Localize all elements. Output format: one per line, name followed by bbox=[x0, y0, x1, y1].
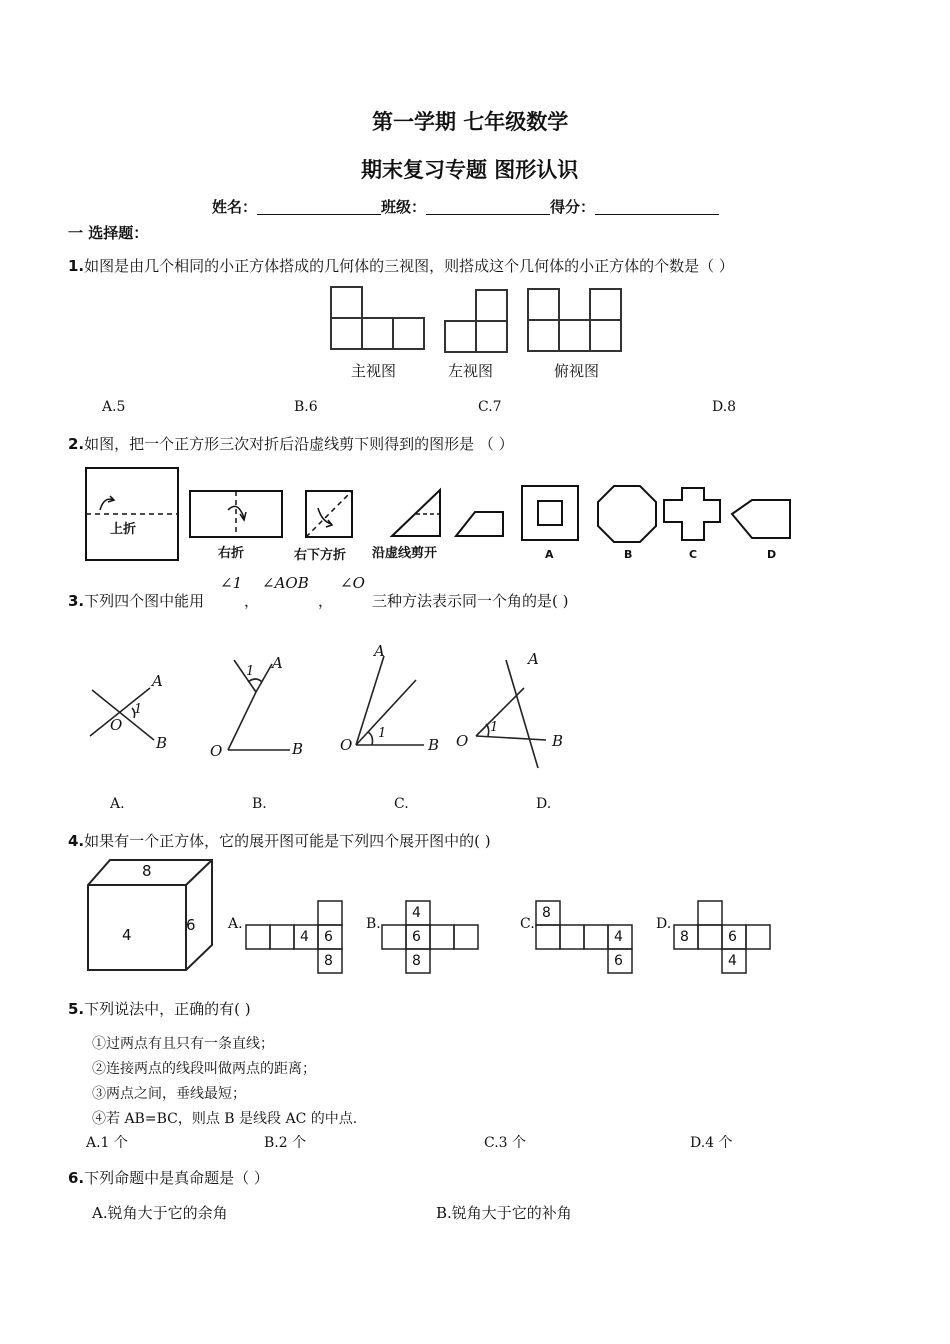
q1-option-b[interactable]: B.6 bbox=[294, 399, 318, 415]
page-title: 第一学期 七年级数学 bbox=[372, 110, 569, 134]
point-label-b: B bbox=[156, 734, 168, 752]
step-label-fold-lower-right: 右下方折 bbox=[294, 548, 347, 563]
q2-option-a[interactable]: A bbox=[545, 548, 554, 561]
q4-option-b[interactable]: B. bbox=[366, 916, 381, 932]
symbol-angle-aob: ∠AOB bbox=[262, 574, 309, 592]
statement-1: ①过两点有且只有一条直线； bbox=[92, 1036, 274, 1052]
name-label: 姓名： bbox=[212, 198, 258, 216]
q3-option-b[interactable]: B. bbox=[252, 796, 267, 812]
question-text: 下列命题中是真命题是（ ） bbox=[84, 1169, 269, 1187]
step-label-fold-right: 右折 bbox=[218, 546, 245, 561]
comma: ， bbox=[318, 592, 334, 610]
angle-label: 1 bbox=[490, 720, 499, 735]
net-number: 6 bbox=[412, 929, 421, 945]
point-label-b: B bbox=[552, 732, 564, 750]
q3-option-d[interactable]: D. bbox=[536, 796, 552, 812]
net-number: 4 bbox=[728, 953, 737, 969]
point-label-o: O bbox=[340, 736, 353, 754]
point-label-b: B bbox=[292, 740, 304, 758]
section-title: 一 选择题： bbox=[68, 224, 149, 242]
class-label: 班级： bbox=[381, 198, 427, 216]
score-label: 得分： bbox=[550, 198, 596, 216]
point-label-o: O bbox=[210, 742, 223, 760]
top-view-label: 俯视图 bbox=[554, 362, 600, 380]
net-number: 8 bbox=[412, 953, 421, 969]
point-label-o: O bbox=[456, 732, 469, 750]
question-number: 3. bbox=[68, 592, 85, 610]
point-label-a: A bbox=[152, 672, 163, 690]
question-5 bbox=[68, 998, 251, 1019]
q5-option-a[interactable]: A.1 个 bbox=[86, 1135, 128, 1151]
question-number: 5. bbox=[68, 1000, 85, 1018]
question-6 bbox=[68, 1167, 269, 1188]
angle-label: 1 bbox=[246, 664, 255, 679]
cube-face-right: 6 bbox=[186, 916, 196, 934]
angle-label: 1 bbox=[378, 726, 387, 741]
net-number: 8 bbox=[542, 905, 551, 921]
point-label-a: A bbox=[374, 642, 385, 660]
point-label-a: A bbox=[528, 650, 539, 668]
question-text-after: 三种方法表示同一个角的是( ) bbox=[372, 592, 569, 610]
question-number: 1. bbox=[68, 257, 85, 275]
q2-option-c[interactable]: C bbox=[689, 548, 698, 561]
q2-option-d[interactable]: D bbox=[767, 548, 777, 561]
q5-option-c[interactable]: C.3 个 bbox=[484, 1135, 527, 1151]
left-view-label: 左视图 bbox=[448, 362, 494, 380]
step-label-cut: 沿虚线剪开 bbox=[372, 546, 438, 561]
question-number: 6. bbox=[68, 1169, 85, 1187]
net-number: 8 bbox=[680, 929, 689, 945]
q5-option-d[interactable]: D.4 个 bbox=[690, 1135, 733, 1151]
cube-face-front: 4 bbox=[122, 926, 132, 944]
q4-option-d[interactable]: D. bbox=[656, 916, 672, 932]
q4-option-c[interactable]: C. bbox=[520, 916, 535, 932]
statement-4: ④若 AB=BC，则点 B 是线段 AC 的中点. bbox=[92, 1111, 358, 1127]
question-text: 下列说法中，正确的有( ) bbox=[84, 1000, 251, 1018]
net-number: 4 bbox=[614, 929, 623, 945]
symbol-angle-o: ∠O bbox=[340, 574, 365, 592]
cube-face-top: 8 bbox=[142, 862, 152, 880]
q6-option-a[interactable]: A.锐角大于它的余角 bbox=[92, 1204, 228, 1222]
statement-3: ③两点之间，垂线最短； bbox=[92, 1086, 246, 1102]
question-text: 如图是由几个相同的小正方体搭成的几何体的三视图，则搭成这个几何体的小正方体的个数是（ ） bbox=[84, 257, 734, 275]
q3-option-c[interactable]: C. bbox=[394, 796, 409, 812]
q1-option-d[interactable]: D.8 bbox=[712, 399, 737, 415]
q4-option-a[interactable]: A. bbox=[228, 916, 243, 932]
question-number: 2. bbox=[68, 435, 85, 453]
net-number: 4 bbox=[300, 929, 309, 945]
page-subtitle: 期末复习专题 图形认识 bbox=[361, 158, 579, 182]
question-text: 如果有一个正方体，它的展开图可能是下列四个展开图中的( ) bbox=[84, 832, 491, 850]
net-number: 8 bbox=[324, 953, 333, 969]
net-number: 6 bbox=[614, 953, 623, 969]
q6-option-b[interactable]: B.锐角大于它的补角 bbox=[436, 1204, 572, 1222]
angle-label: 1 bbox=[134, 702, 143, 717]
statement-2: ②连接两点的线段叫做两点的距离； bbox=[92, 1061, 316, 1077]
front-view-label: 主视图 bbox=[351, 362, 397, 380]
point-label-a: A bbox=[272, 654, 283, 672]
q1-option-a[interactable]: A.5 bbox=[102, 399, 126, 415]
step-label-fold-up: 上折 bbox=[110, 522, 137, 537]
net-number: 6 bbox=[728, 929, 737, 945]
question-text-before: 下列四个图中能用 bbox=[84, 592, 205, 610]
net-number: 4 bbox=[412, 905, 421, 921]
q5-option-b[interactable]: B.2 个 bbox=[264, 1135, 307, 1151]
point-label-b: B bbox=[428, 736, 440, 754]
q3-option-a[interactable]: A. bbox=[110, 796, 125, 812]
q2-option-b[interactable]: B bbox=[624, 548, 633, 561]
q1-option-c[interactable]: C.7 bbox=[478, 399, 502, 415]
comma: ， bbox=[244, 592, 260, 610]
point-label-o: O bbox=[110, 716, 123, 734]
question-text: 如图，把一个正方形三次对折后沿虚线剪下则得到的图形是 （ ） bbox=[84, 435, 514, 453]
question-number: 4. bbox=[68, 832, 85, 850]
net-number: 6 bbox=[324, 929, 333, 945]
symbol-angle-1: ∠1 bbox=[220, 574, 243, 592]
